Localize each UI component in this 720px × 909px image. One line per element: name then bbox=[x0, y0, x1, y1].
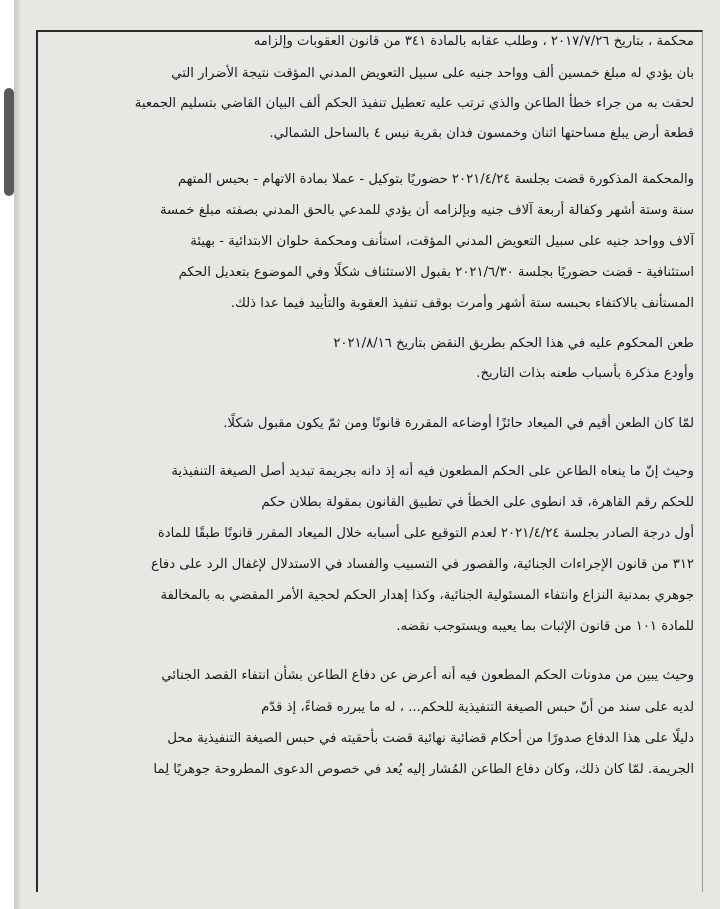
text-line: محكمة ، بتاريخ ٢٠١٧/٧/٢٦ ، وطلب عقابه بالمادة ٣٤١ من قانون العقوبات وإلزامه bbox=[253, 34, 694, 49]
text-line: للمادة ١٠١ من قانون الإثبات بما يعيبه ويستوجب نقضه. bbox=[396, 619, 694, 634]
text-line: وأودع مذكرة بأسباب طعنه بذات التاريخ. bbox=[476, 366, 694, 381]
text-line: طعن المحكوم عليه في هذا الحكم بطريق النقض بتاريخ ٢٠٢١/٨/١٦ bbox=[333, 336, 694, 351]
text-line: ٣١٢ من قانون الإجراءات الجنائية، والقصور في التسبيب والفساد في الاستدلال لإغفال الرد على دفاع bbox=[151, 557, 694, 572]
vertical-scrollbar-thumb[interactable] bbox=[4, 88, 14, 196]
text-line: والمحكمة المذكورة قضت بجلسة ٢٠٢١/٤/٢٤ حضوريًا بتوكيل - عملا بمادة الاتهام - بحبس المتهم bbox=[177, 172, 694, 187]
text-line: استئنافية - قضت حضوريًا بجلسة ٢٠٢١/٦/٣٠ بقبول الاستئناف شكلًا وفي الموضوع بتعديل الحكم bbox=[178, 265, 694, 280]
text-line: قطعة أرض يبلغ مساحتها اثنان وخمسون فدان بقرية نيس ٤ بالساحل الشمالي. bbox=[269, 126, 694, 141]
text-line: بان يؤدي له مبلغ خمسين ألف وواحد جنيه على سبيل التعويض المدني المؤقت نتيجة الأضرار التي bbox=[171, 66, 694, 81]
text-line: لديه على سند من أنّ حبس الصيغة التنفيذية للحكم... ، له ما يبرره قضاءً، إذ قدّم bbox=[261, 700, 694, 715]
text-line: جوهري بمدنية النزاع وانتفاء المسئولية الجنائية، وكذا إهدار الحكم لحجية الأمر المقضي به بالمخالفة bbox=[160, 588, 694, 603]
text-line: آلاف وواحد جنيه على سبيل التعويض المدني المؤقت، استأنف ومحكمة حلوان الابتدائية - بهيئة bbox=[190, 234, 694, 249]
text-line: للحكم رقم القاهرة، قد انطوى على الخطأ في تطبيق القانون بمقولة بطلان حكم bbox=[261, 495, 694, 510]
document-frame bbox=[36, 30, 703, 892]
text-line: لحقت به من جراء خطأ الطاعن والذي ترتب عليه تعطيل تنفيذ الحكم ألف البيان القاضي بتسليم الجمعية bbox=[134, 96, 694, 111]
text-line: وحيث يبين من مدونات الحكم المطعون فيه أنه أعرض عن دفاع الطاعن بشأن انتفاء القصد الجنائي bbox=[161, 668, 694, 683]
text-line: الجريمة. لمّا كان ذلك، وكان دفاع الطاعن المُشار إليه يُعد في خصوص الدعوى المطروحة جوهريًا لِما bbox=[153, 762, 694, 777]
text-line: أول درجة الصادر بجلسة ٢٠٢١/٤/٢٤ لعدم التوقيع على أسبابه خلال الميعاد المقرر قانونًا طبقًا للمادة bbox=[157, 526, 694, 541]
text-line: سنة وستة أشهر وكفالة أربعة آلاف جنيه وبإلزامه أن يؤدي للمدعي بالحق المدني بصفته مبلغ خمسة bbox=[159, 203, 694, 218]
text-line: وحيث إنّ ما ينعاه الطاعن على الحكم المطعون فيه أنه إذ دانه بجريمة تبديد أصل الصيغة التنفيذية bbox=[171, 464, 694, 479]
text-line: لمّا كان الطعن أقيم في الميعاد حائزًا أوضاعه المقررة قانونًا ومن ثمّ يكون مقبول شكلًا. bbox=[223, 416, 694, 431]
page-edge-shadow bbox=[14, 0, 22, 909]
text-line: دليلًا على هذا الدفاع صدورًا من أحكام قضائية نهائية قضت بأحقيته في حبس الصيغة التنفيذية محل bbox=[167, 731, 694, 746]
text-line: المستأنف بالاكتفاء بحبسه ستة أشهر وأمرت بوقف تنفيذ العقوبة والتأييد فيما عدا ذلك. bbox=[230, 296, 694, 311]
